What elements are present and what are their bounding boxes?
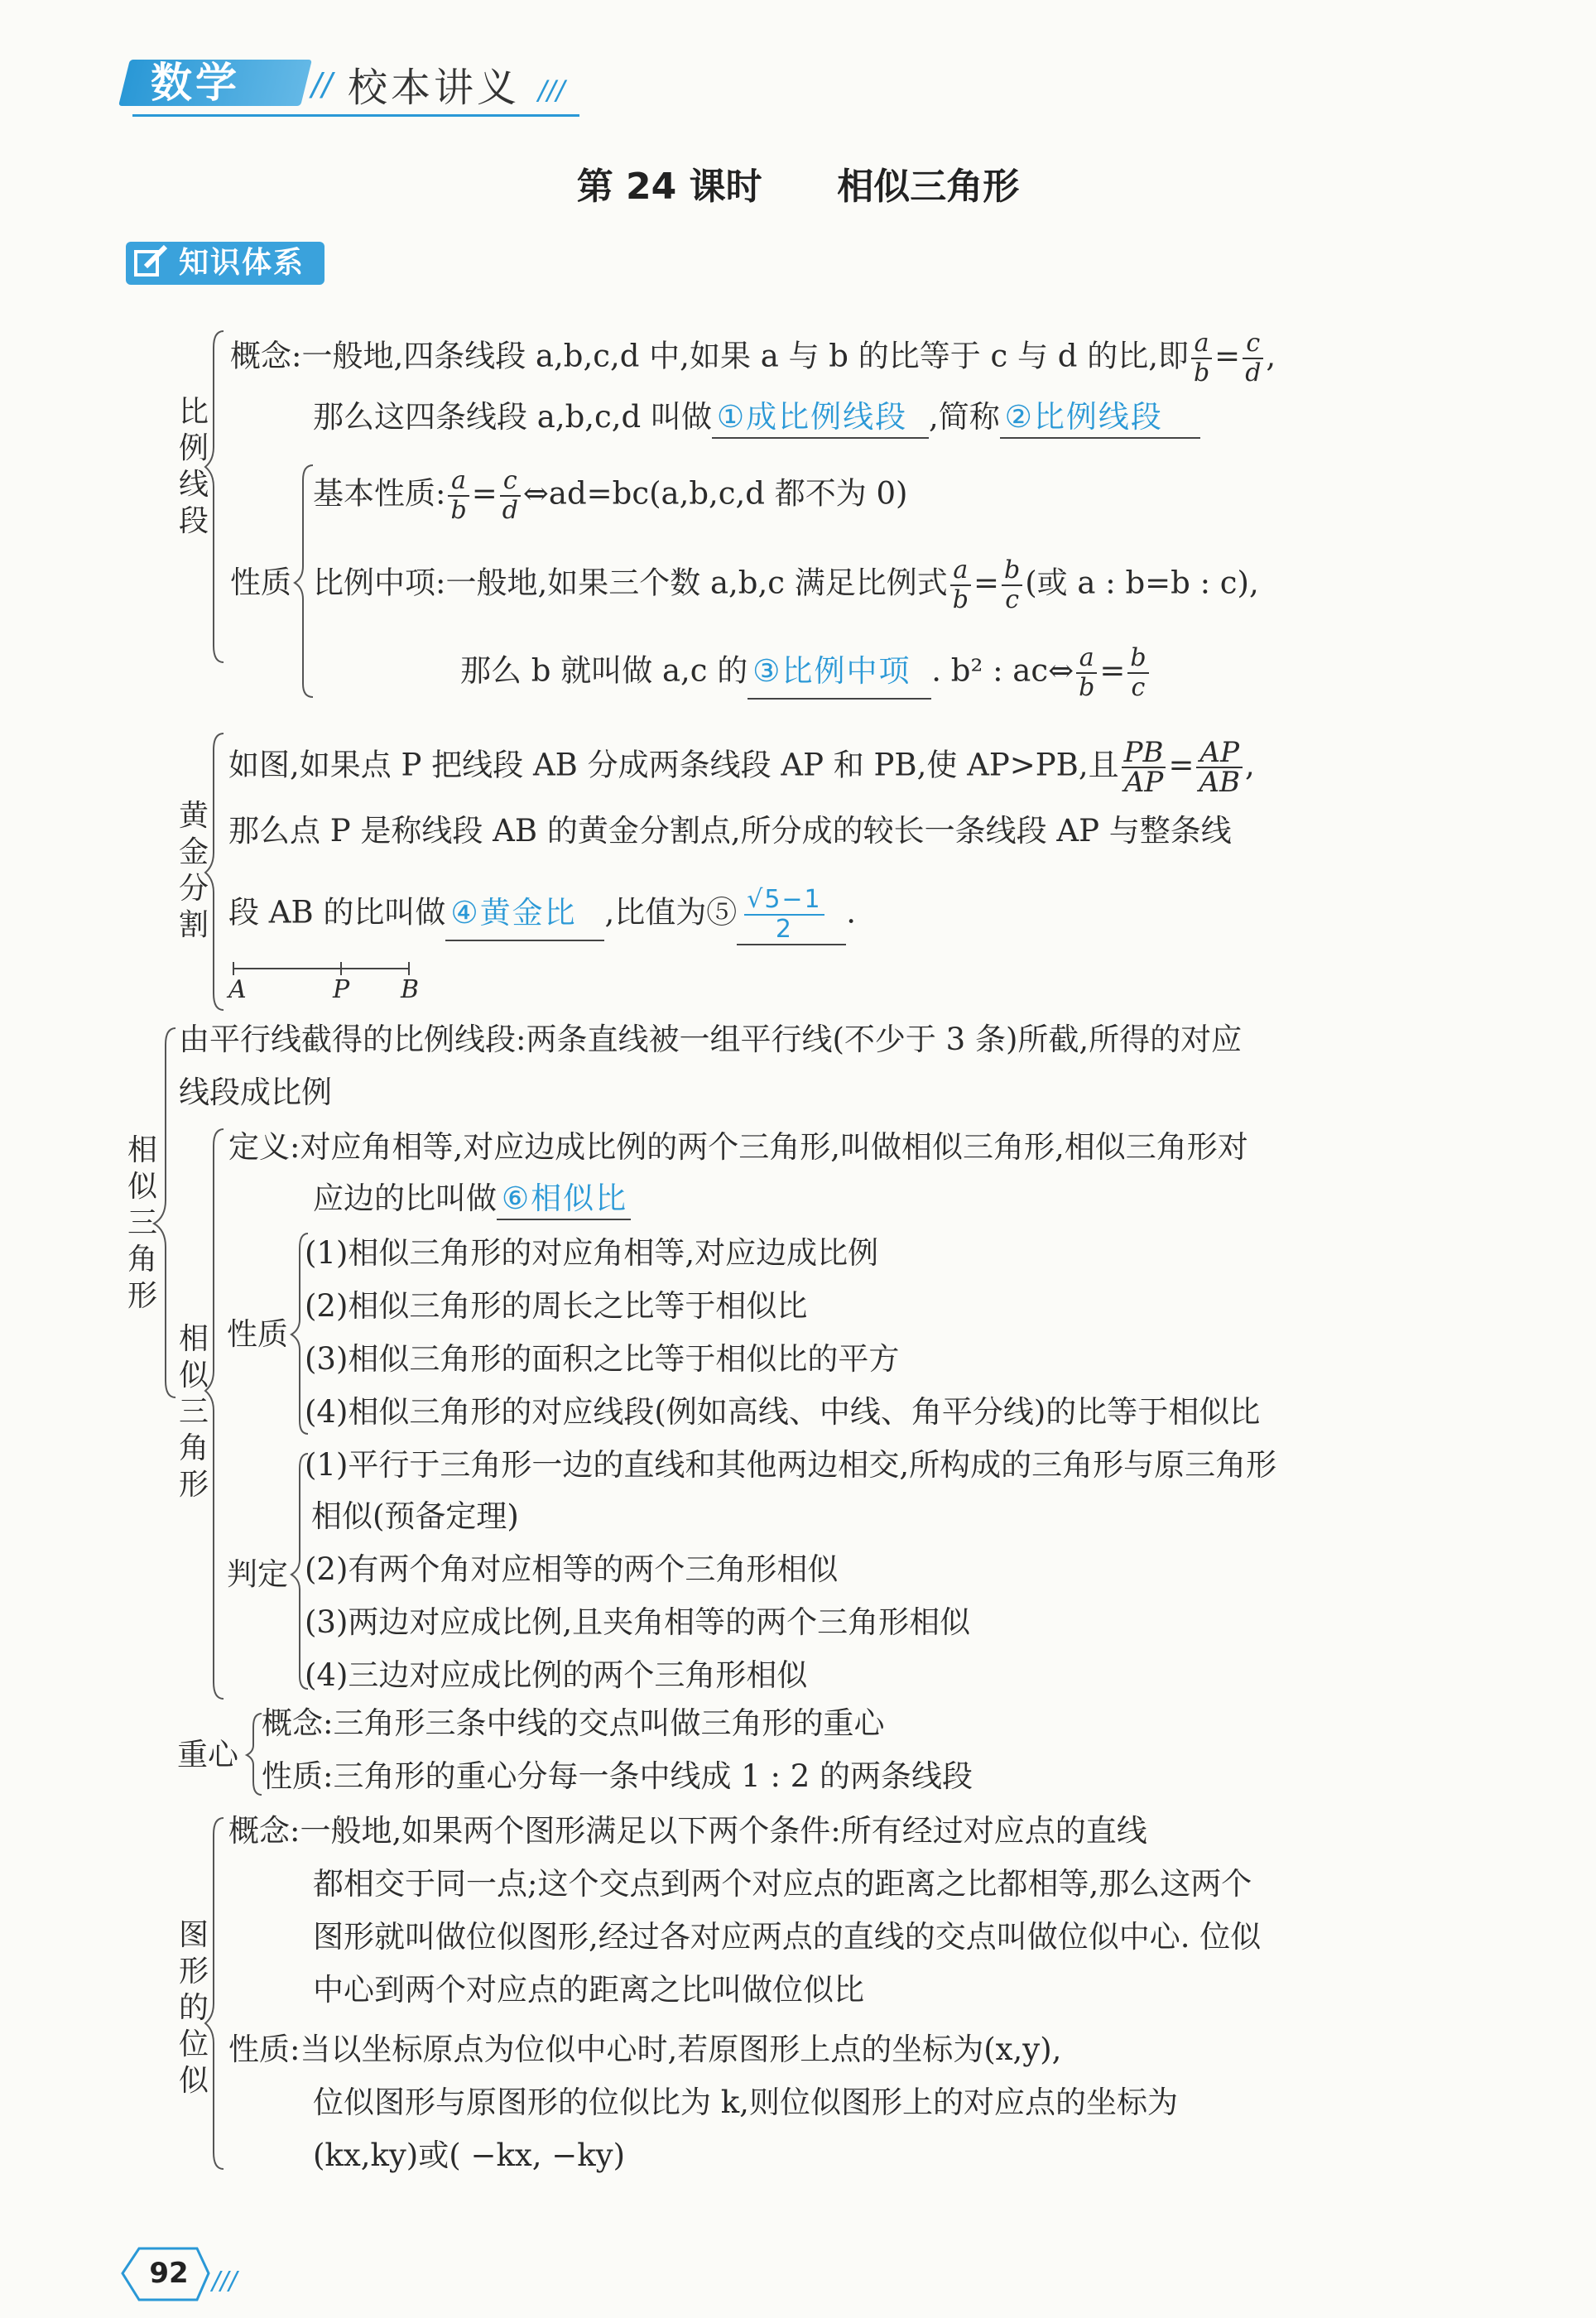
answer-3: ③比例中项	[752, 652, 911, 689]
label-similar-triangles: 相似三角形	[178, 1322, 209, 1502]
ps-basic-property: 基本性质: $\frac{a}{b}$ = $\frac{c}{d}$ ⇔ad=bc(a,b,c,d 都不为 0)	[313, 466, 908, 525]
homothety-property-2: 位似图形与原图形的位似比为 k,则位似图形上的对应点的坐标为	[313, 2085, 1178, 2120]
st-criterion-3: (3)两边对应成比例,且夹角相等的两个三角形相似	[305, 1604, 971, 1640]
st-property-2: (2)相似三角形的周长之比等于相似比	[305, 1288, 808, 1324]
label-st-criteria: 判定	[227, 1556, 288, 1592]
ps-mean-line1: 比例中项:一般地,如果三个数 a,b,c 满足比例式 $\frac{a}{b}$ = $\frac{b}{c}$ (或 a : b=b : c),	[313, 555, 1259, 614]
gs-line1: 如图,如果点 P 把线段 AB 分成两条线段 AP 和 PB,使 AP>PB,且 $\frac{PB}{AP}$ = $\frac{AP}{AB}$ ,	[228, 736, 1255, 799]
homothety-concept-2: 都相交于同一点;这个交点到两个对应点的距离之比都相等,那么这两个	[313, 1866, 1252, 1902]
page-number-slashes: ///	[212, 2267, 238, 2296]
st-def-line1: 定义:对应角相等,对应边成比例的两个三角形,叫做相似三角形,相似三角形对	[228, 1129, 1248, 1165]
answer-2: ②比例线段	[1004, 399, 1163, 435]
answer-5: $\frac{√5-1}{2}$	[744, 886, 824, 944]
ps-mean-line2: 那么 b 就叫做 a,c 的 ③比例中项 . b² : ac⇔ $\frac{a}{b}$ = $\frac{b}{c}$	[460, 644, 1151, 702]
header-book: 校本讲义	[348, 65, 521, 111]
st-criterion-4: (4)三边对应成比例的两个三角形相似	[305, 1657, 808, 1693]
header-slashes-1: //	[311, 66, 333, 103]
header-subject: 数学	[151, 59, 240, 107]
answer-4: ④黄金比	[450, 894, 577, 931]
golden-section-figure	[233, 962, 409, 975]
st-criterion-2: (2)有两个角对应相等的两个三角形相似	[305, 1551, 839, 1587]
homothety-concept-4: 中心到两个对应点的距离之比叫做位似比	[313, 1972, 864, 2008]
label-proportional-segments: 比例线段	[178, 395, 209, 538]
ps-concept-line2: 那么这四条线段 a,b,c,d 叫做 ①成比例线段 ,简称 ②比例线段	[313, 397, 1200, 439]
gs-line2: 那么点 P 是称线段 AB 的黄金分割点,所分成的较长一条线段 AP 与整条线	[228, 813, 1232, 849]
label-st-properties: 性质	[227, 1316, 288, 1352]
label-golden-section: 黄金分割	[178, 799, 209, 942]
st-criterion-1b: 相似(预备定理)	[311, 1498, 519, 1534]
label-homothety: 图形的位似	[178, 1918, 209, 2098]
root-label: 相似三角形	[127, 1133, 157, 1313]
st-property-3: (3)相似三角形的面积之比等于相似比的平方	[305, 1341, 900, 1377]
label-ps-properties: 性质	[230, 565, 291, 600]
centroid-concept: 概念:三角形三条中线的交点叫做三角形的重心	[262, 1705, 885, 1741]
parallel-line2: 线段成比例	[179, 1075, 332, 1110]
figure-label-b: B	[401, 975, 420, 1004]
answer-1: ①成比例线段	[716, 399, 908, 435]
lesson-number: 第 24 课时	[576, 166, 762, 208]
centroid-property: 性质:三角形的重心分每一条中线成 1 : 2 的两条线段	[262, 1758, 973, 1794]
gs-line3: 段 AB 的比叫做 ④黄金比 ,比值为⑤ $\frac{√5-1}{2}$ .	[228, 885, 856, 944]
answer-6: ⑥相似比	[502, 1181, 628, 1216]
st-criterion-1: (1)平行于三角形一边的直线和其他两边相交,所构成的三角形与原三角形	[305, 1447, 1277, 1483]
lesson-topic: 相似三角形	[837, 166, 1020, 208]
homothety-concept-3: 图形就叫做位似图形,经过各对应两点的直线的交点叫做位似中心. 位似	[313, 1919, 1262, 1955]
page-number: 92	[149, 2257, 189, 2290]
st-def-line2: 应边的比叫做 ⑥相似比	[313, 1179, 631, 1220]
homothety-property-1: 性质:当以坐标原点为位似中心时,若原图形上点的坐标为(x,y),	[228, 2032, 1062, 2067]
label-centroid: 重心	[177, 1737, 238, 1772]
figure-label-a: A	[228, 975, 247, 1004]
section-badge-label: 知识体系	[179, 246, 305, 280]
parallel-line1: 由平行线截得的比例线段:两条直线被一组平行线(不少于 3 条)所截,所得的对应	[179, 1022, 1243, 1057]
homothety-property-3: (kx,ky)或( −kx, −ky)	[313, 2138, 626, 2173]
header-slashes-2: ///	[538, 75, 565, 106]
homothety-concept-1: 概念:一般地,如果两个图形满足以下两个条件:所有经过对应点的直线	[228, 1813, 1147, 1849]
ps-concept-line1: 概念:一般地,四条线段 a,b,c,d 中,如果 a 与 b 的比等于 c 与 d 的比,即 $\frac{a}{b}$ = $\frac{c}{d}$ ,	[230, 329, 1276, 387]
figure-label-p: P	[333, 975, 350, 1004]
st-property-4: (4)相似三角形的对应线段(例如高线、中线、角平分线)的比等于相似比	[305, 1394, 1261, 1430]
st-property-1: (1)相似三角形的对应角相等,对应边成比例	[305, 1235, 879, 1271]
